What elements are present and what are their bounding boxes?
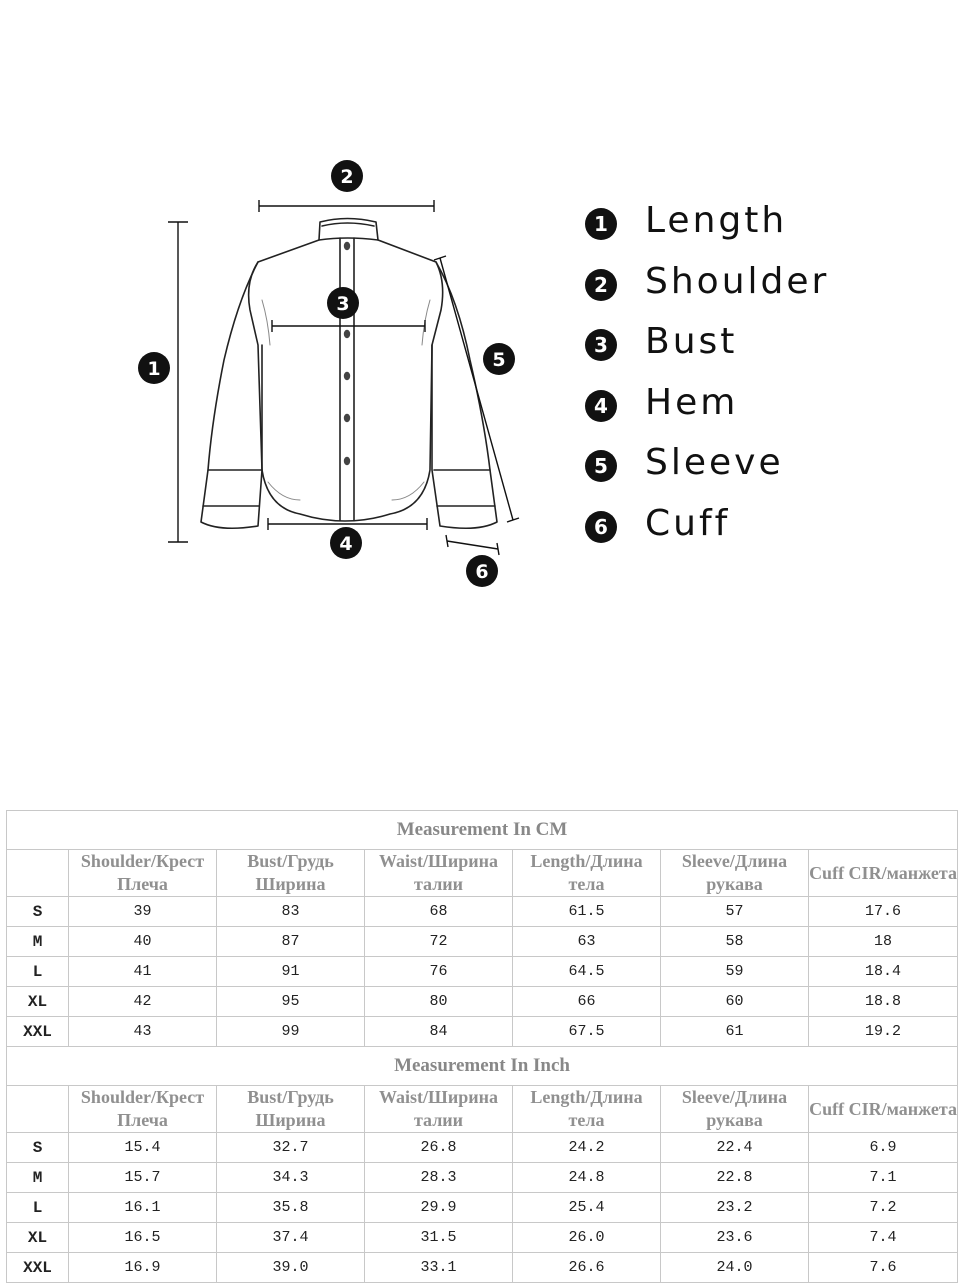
diagram-marker-2 xyxy=(331,160,363,192)
table-row xyxy=(7,1193,958,1223)
table-cell: 7.2 xyxy=(809,1193,958,1223)
table-cell: 23.2 xyxy=(661,1193,809,1223)
table-row xyxy=(7,1163,958,1193)
legend-item-cuff xyxy=(585,499,945,560)
legend-label: Shoulder xyxy=(645,260,830,302)
legend-number: 6 xyxy=(585,511,617,543)
table-cell: 18 xyxy=(809,927,958,957)
table-cell: 61.5 xyxy=(513,897,661,927)
size-table-cm xyxy=(6,810,958,1047)
legend-item-length xyxy=(585,196,945,257)
size-cell: M xyxy=(7,1163,69,1193)
table-cell: 7.1 xyxy=(809,1163,958,1193)
table-row xyxy=(7,987,958,1017)
table-cell: 40 xyxy=(69,927,217,957)
legend-number: 1 xyxy=(585,208,617,240)
header-cell: Cuff CIR/манжета xyxy=(809,1086,958,1133)
table-cell: 60 xyxy=(661,987,809,1017)
table-cell: 64.5 xyxy=(513,957,661,987)
table-cell: 80 xyxy=(365,987,513,1017)
header-cell: Bust/Грудь Ширина xyxy=(217,850,365,897)
table-title: Measurement In CM xyxy=(7,811,958,850)
table-cell: 16.9 xyxy=(69,1253,217,1283)
header-cell xyxy=(7,1086,69,1133)
table-cell: 41 xyxy=(69,957,217,987)
table-cell: 87 xyxy=(217,927,365,957)
table-row xyxy=(7,1017,958,1047)
table-cell: 63 xyxy=(513,927,661,957)
header-cell: Length/Длина тела xyxy=(513,1086,661,1133)
legend-item-hem xyxy=(585,378,945,439)
table-cell: 15.4 xyxy=(69,1133,217,1163)
size-cell: M xyxy=(7,927,69,957)
legend-label: Sleeve xyxy=(645,442,784,484)
table-cell: 39 xyxy=(69,897,217,927)
table-row xyxy=(7,1223,958,1253)
legend-number: 2 xyxy=(585,269,617,301)
header-cell: Sleeve/Длина рукава xyxy=(661,1086,809,1133)
table-cell: 32.7 xyxy=(217,1133,365,1163)
legend-item-shoulder xyxy=(585,257,945,318)
header-cell: Cuff CIR/манжета xyxy=(809,850,958,897)
table-cell: 28.3 xyxy=(365,1163,513,1193)
table-cell: 66 xyxy=(513,987,661,1017)
table-cell: 15.7 xyxy=(69,1163,217,1193)
header-cell: Waist/Ширина талии xyxy=(365,1086,513,1133)
table-row xyxy=(7,1133,958,1163)
table-cell: 57 xyxy=(661,897,809,927)
measurement-legend xyxy=(585,196,945,560)
table-cell: 61 xyxy=(661,1017,809,1047)
table-cell: 24.8 xyxy=(513,1163,661,1193)
table-cell: 26.8 xyxy=(365,1133,513,1163)
legend-number: 3 xyxy=(585,329,617,361)
svg-text:4: 4 xyxy=(339,533,353,555)
legend-label: Hem xyxy=(645,381,739,423)
svg-text:2: 2 xyxy=(340,166,354,188)
table-cell: 25.4 xyxy=(513,1193,661,1223)
size-cell: XXL xyxy=(7,1253,69,1283)
size-cell: L xyxy=(7,1193,69,1223)
table-header-row xyxy=(7,850,958,897)
svg-text:6: 6 xyxy=(475,561,489,583)
diagram-marker-3 xyxy=(327,287,359,319)
header-cell xyxy=(7,850,69,897)
header-cell: Sleeve/Длина рукава xyxy=(661,850,809,897)
table-title: Measurement In Inch xyxy=(7,1047,958,1086)
table-cell: 39.0 xyxy=(217,1253,365,1283)
diagram-marker-1 xyxy=(138,352,170,384)
table-cell: 26.6 xyxy=(513,1253,661,1283)
table-row xyxy=(7,957,958,987)
table-cell: 42 xyxy=(69,987,217,1017)
size-cell: S xyxy=(7,897,69,927)
table-row xyxy=(7,927,958,957)
table-cell: 59 xyxy=(661,957,809,987)
table-cell: 24.2 xyxy=(513,1133,661,1163)
legend-item-bust xyxy=(585,317,945,378)
size-cell: S xyxy=(7,1133,69,1163)
diagram-marker-6 xyxy=(466,555,498,587)
table-cell: 33.1 xyxy=(365,1253,513,1283)
shirt-buttons xyxy=(344,242,350,465)
legend-label: Length xyxy=(645,200,788,241)
table-cell: 16.5 xyxy=(69,1223,217,1253)
table-cell: 18.8 xyxy=(809,987,958,1017)
table-cell: 6.9 xyxy=(809,1133,958,1163)
diagram-marker-5 xyxy=(483,343,515,375)
header-cell: Length/Длина тела xyxy=(513,850,661,897)
table-cell: 76 xyxy=(365,957,513,987)
table-cell: 23.6 xyxy=(661,1223,809,1253)
table-cell: 84 xyxy=(365,1017,513,1047)
table-row xyxy=(7,1253,958,1283)
table-cell: 19.2 xyxy=(809,1017,958,1047)
table-cell: 18.4 xyxy=(809,957,958,987)
size-cell: L xyxy=(7,957,69,987)
table-cell: 24.0 xyxy=(661,1253,809,1283)
table-cell: 83 xyxy=(217,897,365,927)
legend-label: Bust xyxy=(645,321,738,363)
legend-number: 5 xyxy=(585,450,617,482)
header-cell: Shoulder/Крест Плеча xyxy=(69,850,217,897)
table-cell: 7.6 xyxy=(809,1253,958,1283)
svg-text:5: 5 xyxy=(492,349,506,371)
size-table-inch xyxy=(6,1046,958,1283)
size-cell: XL xyxy=(7,1223,69,1253)
table-cell: 16.1 xyxy=(69,1193,217,1223)
table-header-row xyxy=(7,1086,958,1133)
header-cell: Waist/Ширина талии xyxy=(365,850,513,897)
table-cell: 31.5 xyxy=(365,1223,513,1253)
size-cell: XL xyxy=(7,987,69,1017)
legend-number: 4 xyxy=(585,390,617,422)
header-cell: Shoulder/Крест Плеча xyxy=(69,1086,217,1133)
size-cell: XXL xyxy=(7,1017,69,1047)
header-cell: Bust/Грудь Ширина xyxy=(217,1086,365,1133)
diagram-marker-4 xyxy=(330,527,362,559)
table-cell: 95 xyxy=(217,987,365,1017)
table-cell: 67.5 xyxy=(513,1017,661,1047)
table-cell: 26.0 xyxy=(513,1223,661,1253)
table-cell: 58 xyxy=(661,927,809,957)
table-cell: 43 xyxy=(69,1017,217,1047)
table-cell: 34.3 xyxy=(217,1163,365,1193)
table-cell: 91 xyxy=(217,957,365,987)
legend-item-sleeve xyxy=(585,438,945,499)
table-cell: 37.4 xyxy=(217,1223,365,1253)
table-row xyxy=(7,897,958,927)
table-cell: 22.4 xyxy=(661,1133,809,1163)
svg-text:3: 3 xyxy=(336,293,350,315)
table-cell: 35.8 xyxy=(217,1193,365,1223)
table-cell: 29.9 xyxy=(365,1193,513,1223)
svg-text:1: 1 xyxy=(147,358,161,380)
table-cell: 17.6 xyxy=(809,897,958,927)
table-cell: 72 xyxy=(365,927,513,957)
table-cell: 68 xyxy=(365,897,513,927)
table-cell: 7.4 xyxy=(809,1223,958,1253)
legend-label: Cuff xyxy=(645,502,731,544)
table-cell: 99 xyxy=(217,1017,365,1047)
table-cell: 22.8 xyxy=(661,1163,809,1193)
